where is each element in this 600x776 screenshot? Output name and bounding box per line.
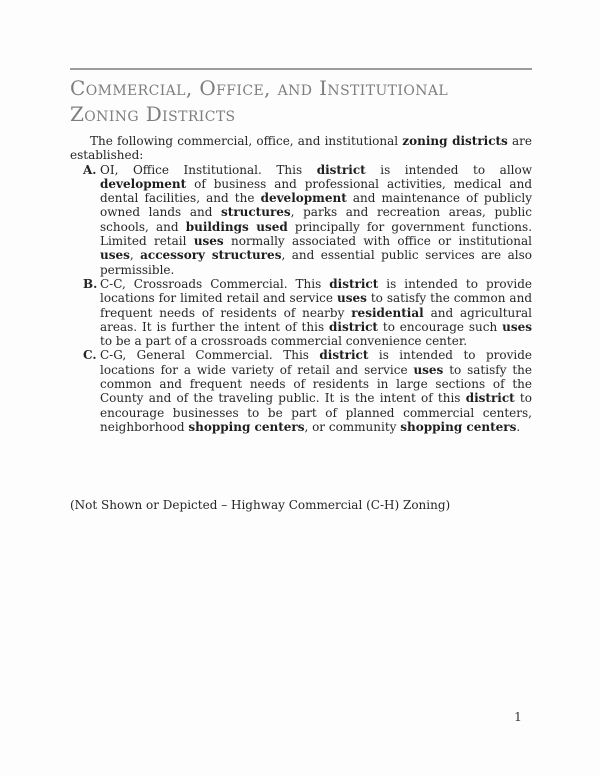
district-text: C-C, Crossroads Commercial. This district is intended to provide locations for limited retail and service uses to satisfy the common and frequent needs of residents of nearby residential and agricultural areas. It is further the intent of this district to encourage such uses to be a part of a crossroads commercial convenience center.	[100, 276, 533, 349]
district-label: B.	[83, 276, 98, 291]
page-title-line-1: Commercial, Office, and Institutional	[70, 76, 449, 100]
district-item-cg	[70, 348, 532, 434]
district-list	[70, 163, 532, 435]
page-number: 1	[514, 709, 522, 724]
district-label: C.	[83, 348, 97, 363]
district-label: A.	[83, 162, 97, 177]
page-content	[70, 0, 532, 525]
page-title-line-2: Zoning Districts	[70, 102, 236, 126]
not-shown-note: (Not Shown or Depicted – Highway Commercial (C-H) Zoning)	[70, 498, 451, 513]
page-title	[70, 75, 532, 127]
district-item-cc	[70, 277, 532, 348]
district-text: OI, Office Institutional. This district is intended to allow development of business and professional activities, medical and dental facilities, and the development and maintenance of publicly owned lands and structures, parks and recreation areas, public schools, and buildings used principally for government functions. Limited retail uses normally associated with office or institutional uses, accessory structures, and essential public services are also permissible.	[100, 162, 533, 277]
intro-paragraph: The following commercial, office, and institutional zoning districts are established:	[70, 134, 532, 163]
district-item-oi	[70, 163, 532, 277]
district-text: C-G, General Commercial. This district is intended to provide locations for a wide variety of retail and service uses to satisfy the common and frequent needs of residents in large sections of the County and of the traveling public. It is the intent of this district to encourage businesses to be part of planned commercial centers, neighborhood shopping centers, or community shopping centers.	[100, 348, 533, 434]
top-rule-divider	[70, 68, 532, 70]
